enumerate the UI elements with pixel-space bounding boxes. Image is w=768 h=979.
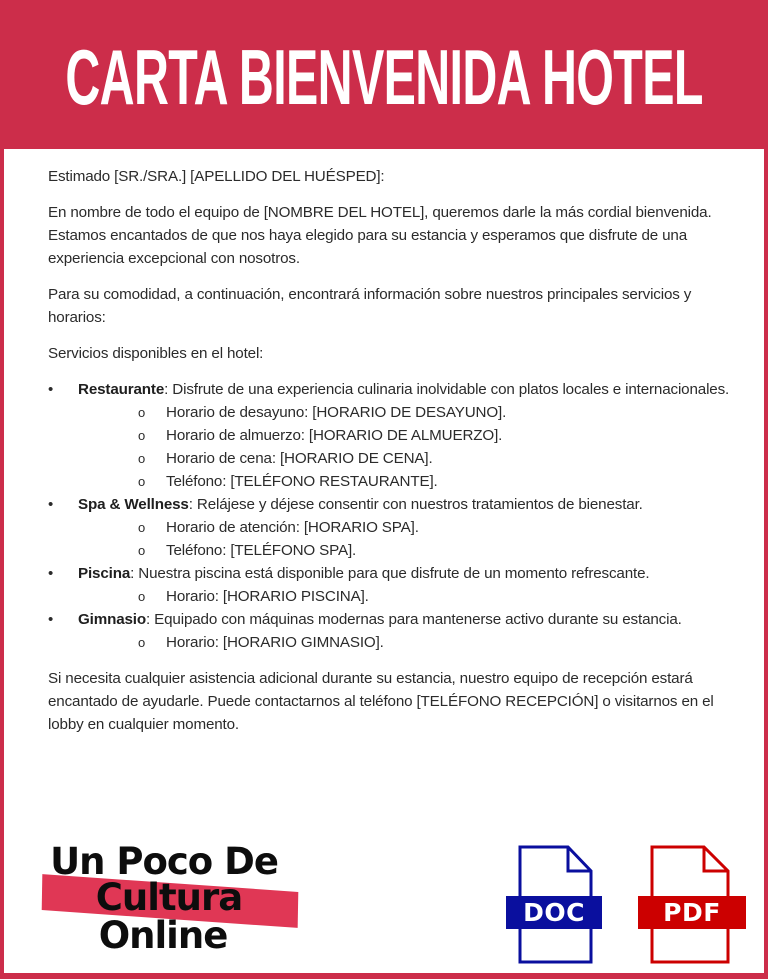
- service-name: Restaurante: [78, 381, 165, 398]
- detail-text: Horario: [HORARIO PISCINA].: [166, 588, 369, 605]
- bullet-icon: •: [48, 565, 54, 582]
- circle-bullet-icon: o: [138, 543, 146, 558]
- detail-item: [78, 631, 738, 654]
- brand-logo: [40, 841, 300, 961]
- detail-item: [78, 447, 738, 470]
- service-description: : Relájese y déjese consentir con nuestros tratamientos de bienestar.: [188, 496, 643, 513]
- detail-text: Horario de desayuno: [HORARIO DE DESAYUNO].: [166, 404, 507, 421]
- service-name: Spa & Wellness: [78, 496, 189, 513]
- detail-item: [78, 401, 738, 424]
- download-pdf-button[interactable]: [638, 844, 746, 966]
- circle-bullet-icon: o: [138, 451, 146, 466]
- intro-paragraph: En nombre de todo el equipo de [NOMBRE DEL HOTEL], queremos darle la más cordial bienvenida. Estamos encantados de que nos haya elegido para su estancia y esperamos que disfrute de una experiencia excepcional con nosotros.: [48, 204, 712, 267]
- service-description: : Disfrute de una experiencia culinaria inolvidable con platos locales e internacionales.: [164, 381, 730, 398]
- service-details: [78, 585, 738, 608]
- service-item-gimnasio: [48, 608, 738, 654]
- detail-text: Horario de almuerzo: [HORARIO DE ALMUERZO].: [166, 427, 503, 444]
- circle-bullet-icon: o: [138, 428, 146, 443]
- circle-bullet-icon: o: [138, 635, 146, 650]
- service-item-piscina: [48, 562, 738, 608]
- circle-bullet-icon: o: [138, 405, 146, 420]
- circle-bullet-icon: o: [138, 589, 146, 604]
- bullet-icon: •: [48, 496, 54, 513]
- service-details: [78, 631, 738, 654]
- detail-text: Horario: [HORARIO GIMNASIO].: [166, 634, 384, 651]
- detail-item: [78, 585, 738, 608]
- doc-label: DOC: [523, 898, 585, 927]
- service-item-spa: [48, 493, 738, 562]
- service-description: : Equipado con máquinas modernas para mantenerse activo durante su estancia.: [146, 611, 682, 628]
- bullet-icon: •: [48, 381, 54, 398]
- service-name: Piscina: [78, 565, 131, 582]
- service-description: : Nuestra piscina está disponible para que disfrute de un momento refrescante.: [130, 565, 650, 582]
- download-doc-button[interactable]: [506, 844, 602, 966]
- letter-page: [4, 149, 764, 973]
- closing-paragraph: Si necesita cualquier asistencia adicional durante su estancia, nuestro equipo de recepción estará encantado de ayudarle. Puede contactarnos al teléfono [TELÉFONO RECEPCIÓN] o visitarnos en el lobby en cualquier momento.: [48, 670, 714, 733]
- detail-item: [78, 470, 738, 493]
- detail-text: Horario de cena: [HORARIO DE CENA].: [166, 450, 433, 467]
- detail-item: [78, 516, 738, 539]
- info-paragraph: Para su comodidad, a continuación, encontrará información sobre nuestros principales servicios y horarios:: [48, 286, 692, 326]
- service-details: [78, 516, 738, 562]
- bullet-icon: •: [48, 611, 54, 628]
- detail-text: Teléfono: [TELÉFONO RESTAURANTE].: [166, 473, 438, 490]
- services-list: [48, 378, 738, 654]
- greeting: Estimado [SR./SRA.] [APELLIDO DEL HUÉSPED]:: [48, 168, 385, 185]
- service-item-restaurante: [48, 378, 738, 493]
- logo-line-3: Online: [98, 914, 228, 957]
- detail-text: Teléfono: [TELÉFONO SPA].: [166, 542, 357, 559]
- detail-text: Horario de atención: [HORARIO SPA].: [166, 519, 419, 536]
- logo-line-1: Un Poco De: [50, 840, 278, 883]
- circle-bullet-icon: o: [138, 520, 146, 535]
- letter-body: [48, 165, 738, 749]
- detail-item: [78, 539, 738, 562]
- service-name: Gimnasio: [78, 611, 147, 628]
- service-details: [78, 401, 738, 493]
- services-heading: Servicios disponibles en el hotel:: [48, 345, 264, 362]
- pdf-label: PDF: [663, 898, 721, 927]
- detail-item: [78, 424, 738, 447]
- page-title: CARTA BIENVENIDA HOTEL: [65, 32, 703, 121]
- logo-line-2: Cultura: [95, 876, 243, 919]
- title-banner: [0, 0, 768, 149]
- circle-bullet-icon: o: [138, 474, 146, 489]
